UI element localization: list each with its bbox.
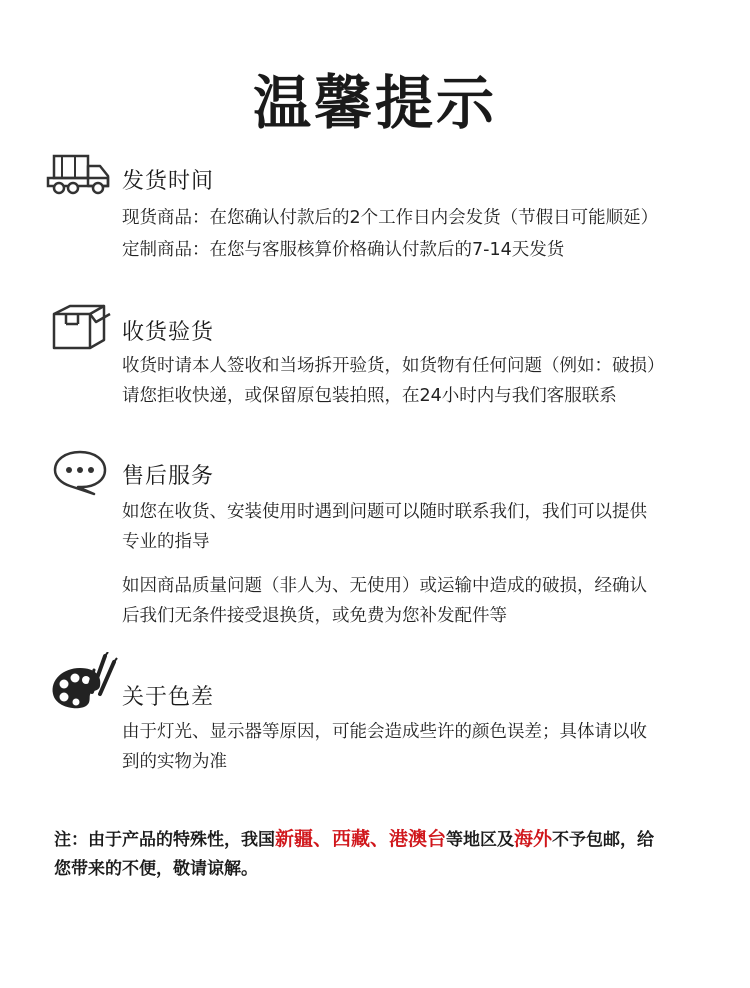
section-text: 定制商品：在您与客服核算价格确认付款后的7-14天发货 <box>122 240 565 260</box>
section-text: 请您拒收快递，或保留原包装拍照，在24小时内与我们客服联系 <box>122 386 617 406</box>
note-overseas-highlight: 海外 <box>514 828 553 850</box>
chat-bubble-icon <box>52 448 108 496</box>
note-region-highlight: 新疆、西藏、港澳台 <box>275 828 447 850</box>
section-heading: 售后服务 <box>122 464 215 489</box>
section-text: 专业的指导 <box>122 532 210 552</box>
shipping-note-line2: 您带来的不便，敬请谅解。 <box>54 859 258 879</box>
note-text: 等地区及 <box>446 830 515 850</box>
truck-icon <box>46 152 112 196</box>
section-text: 如您在收货、安装使用时遇到问题可以随时联系我们，我们可以提供 <box>122 502 647 522</box>
note-text: 不予包邮，给 <box>552 830 655 850</box>
shipping-note <box>54 824 654 851</box>
section-text: 现货商品：在您确认付款后的2个工作日内会发货（节假日可能顺延） <box>122 208 659 228</box>
page-title: 温馨提示 <box>252 69 497 137</box>
section-text: 到的实物为准 <box>122 752 227 772</box>
section-heading: 发货时间 <box>122 169 215 194</box>
section-text: 后我们无条件接受退换货，或免费为您补发配件等 <box>122 606 507 626</box>
section-text: 收货时请本人签收和当场拆开验货，如货物有任何问题（例如：破损） <box>122 356 665 376</box>
palette-icon <box>50 652 120 714</box>
section-text: 由于灯光、显示器等原因，可能会造成些许的颜色误差；具体请以收 <box>122 722 647 742</box>
section-heading: 关于色差 <box>122 685 215 710</box>
section-heading: 收货验货 <box>122 320 215 345</box>
section-text: 如因商品质量问题（非人为、无使用）或运输中造成的破损，经确认 <box>122 576 647 596</box>
note-text: 注：由于产品的特殊性，我国 <box>54 830 275 850</box>
box-icon <box>50 302 112 352</box>
